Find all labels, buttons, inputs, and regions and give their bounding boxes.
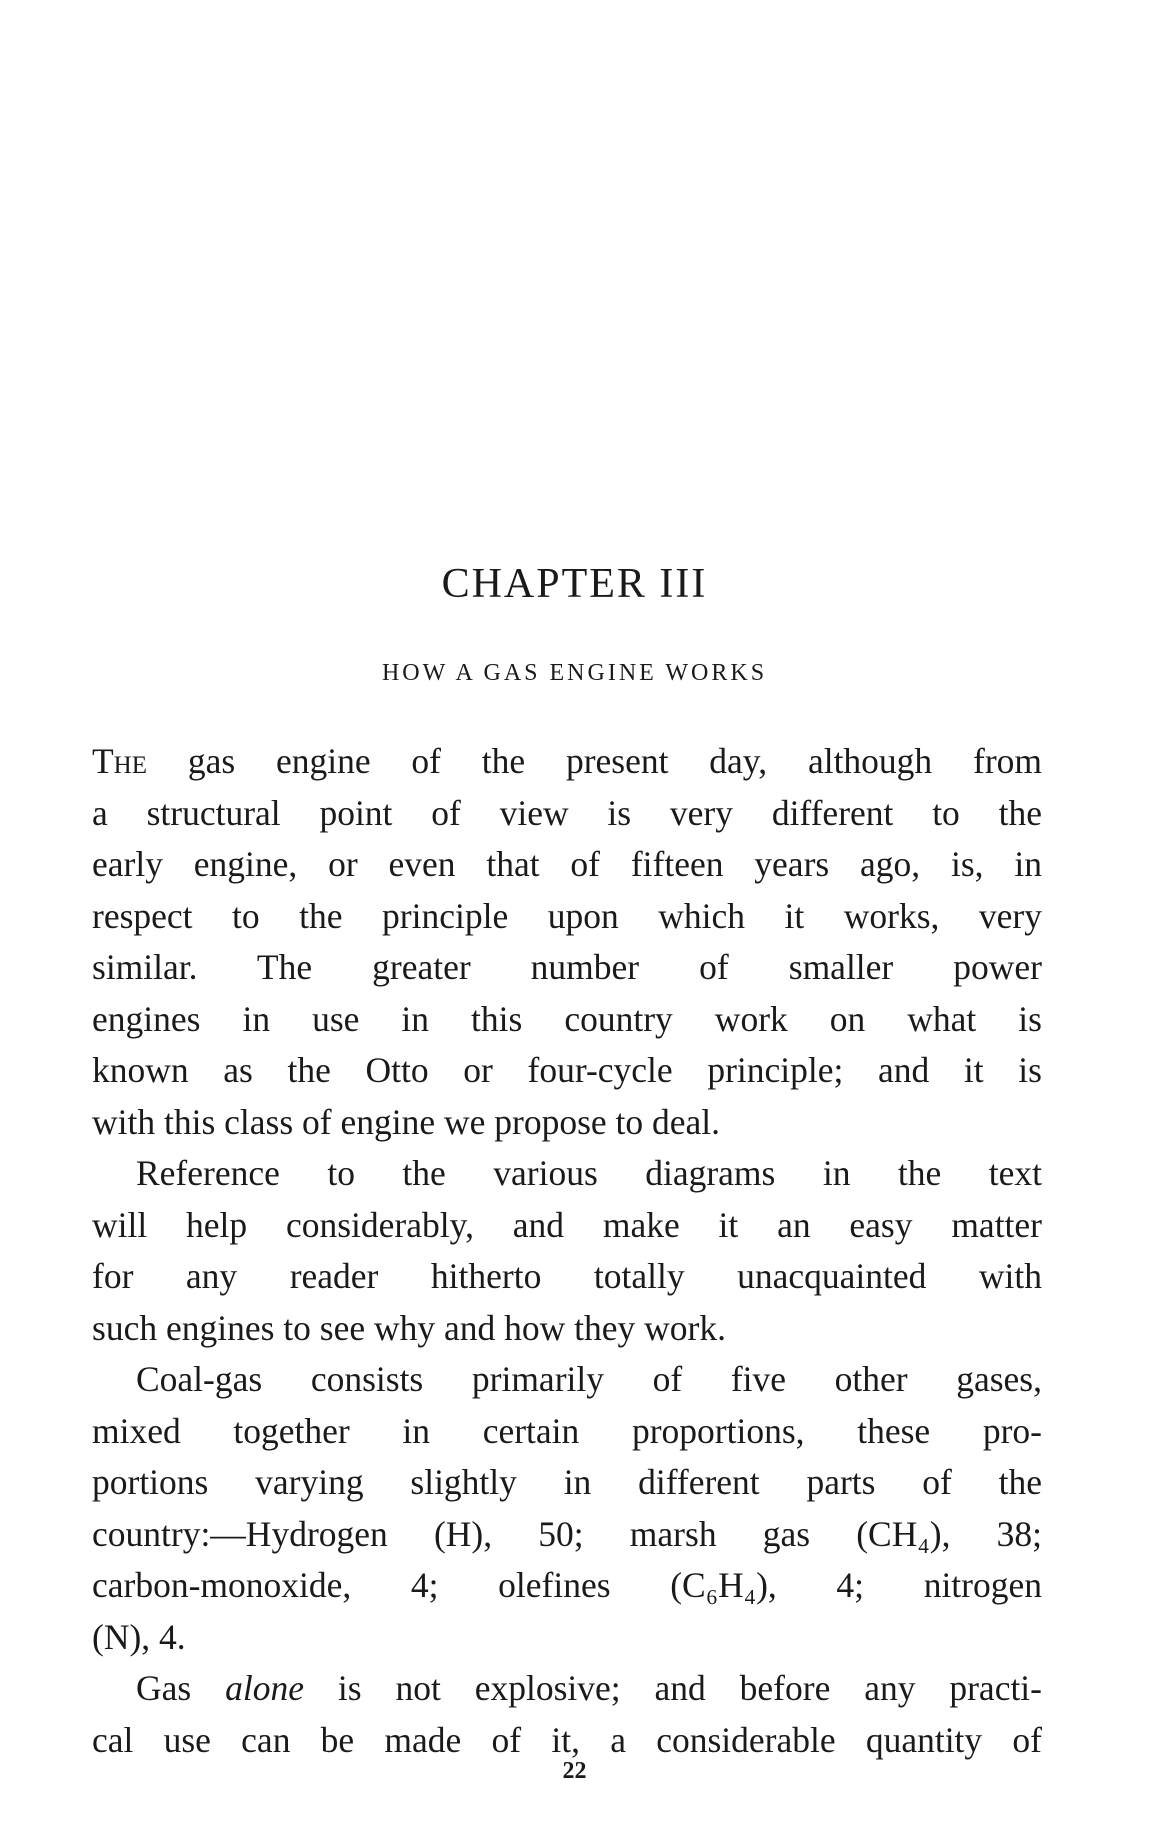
text-line: such engines to see why and how they work.	[92, 1307, 726, 1348]
paragraph-1	[92, 736, 1042, 1148]
text-line: (N), 4.	[92, 1616, 186, 1657]
body-text	[92, 736, 1042, 1766]
chapter-subtitle: HOW A GAS ENGINE WORKS	[381, 660, 768, 686]
text-line: portions varying slightly in different parts of the	[92, 1462, 1042, 1502]
chapter-title: CHAPTER III	[441, 561, 708, 607]
text-line: The gas engine of the present day, although from	[92, 741, 1042, 781]
paragraph-3	[92, 1354, 1042, 1663]
text-line: carbon-monoxide, 4; olefines (C₆H₄), 4; nitrogen	[92, 1565, 1042, 1605]
text-line: Coal-gas consists primarily of five other gases,	[136, 1359, 1042, 1399]
text-line: known as the Otto or four-cycle principle; and it is	[92, 1050, 1042, 1090]
paragraph-2	[92, 1148, 1042, 1354]
page-number: 22	[562, 1758, 587, 1784]
text-line: cal use can be made of it, a considerable quantity of	[92, 1719, 1042, 1760]
text-line: engines in use in this country work on what is	[92, 998, 1042, 1039]
text-line: Reference to the various diagrams in the text	[136, 1153, 1042, 1193]
text-line: mixed together in certain proportions, these pro-	[92, 1410, 1042, 1451]
text-line: similar. The greater number of smaller power	[92, 947, 1042, 987]
text-line: respect to the principle upon which it works, very	[92, 895, 1042, 936]
text-line: Gas alone is not explosive; and before any practi-	[136, 1668, 1042, 1708]
text-line: for any reader hitherto totally unacquainted with	[92, 1256, 1042, 1296]
text-line: a structural point of view is very different to the	[92, 792, 1042, 833]
text-line: early engine, or even that of fifteen years ago, is, in	[92, 844, 1042, 884]
text-line: will help considerably, and make it an easy matter	[92, 1204, 1042, 1245]
paragraph-4	[92, 1663, 1042, 1766]
italic-word: alone	[225, 1668, 304, 1708]
text-line: country:—Hydrogen (H), 50; marsh gas (CH₄), 38;	[92, 1513, 1042, 1554]
text-line: with this class of engine we propose to deal.	[92, 1101, 721, 1142]
paragraph-lead-word: The	[92, 741, 148, 781]
